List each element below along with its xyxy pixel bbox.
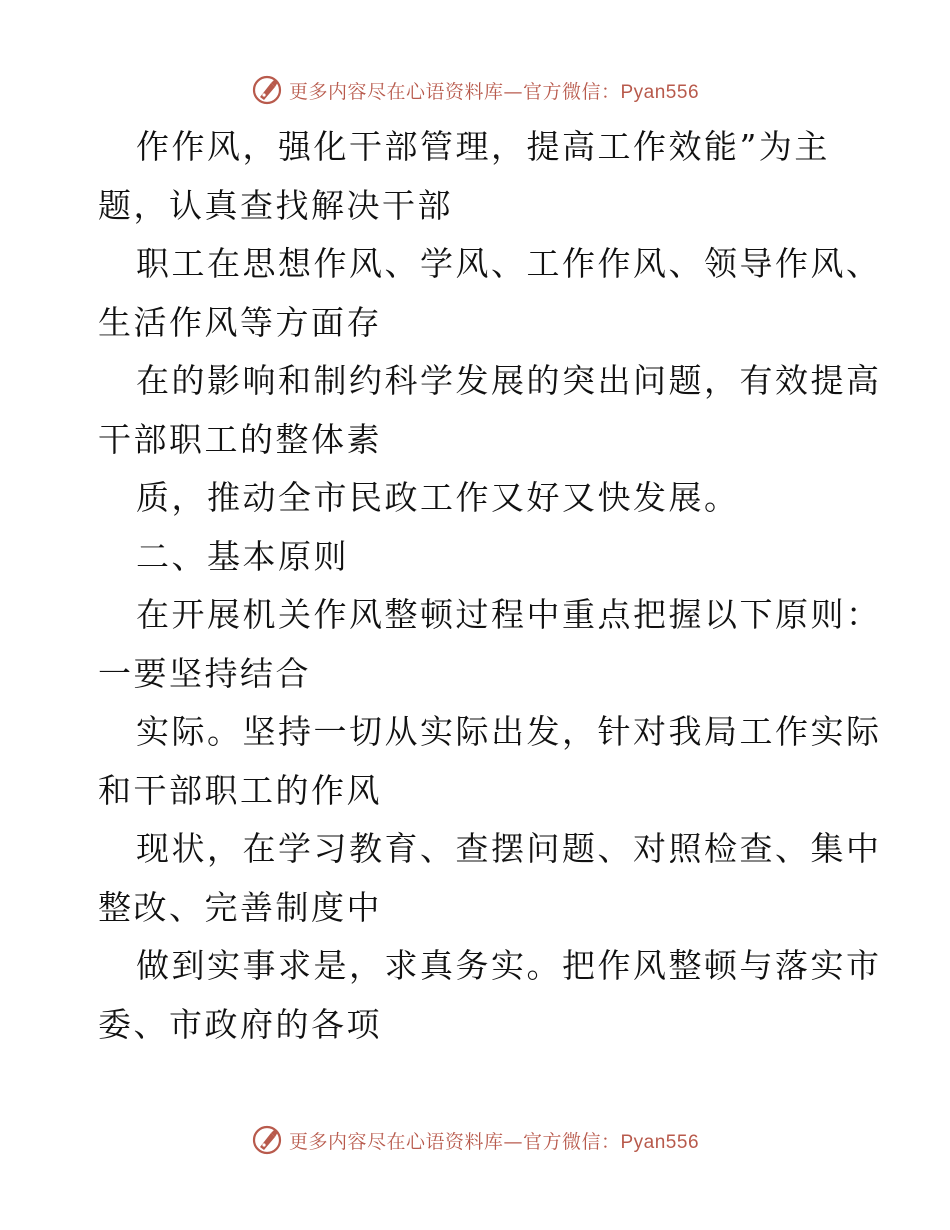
body-line: 整改、完善制度中 xyxy=(98,887,382,927)
footer-banner xyxy=(0,1120,950,1160)
body-line: 一要坚持结合 xyxy=(98,653,311,693)
header-banner-text: 更多内容尽在心语资料库—官方微信：Pyan556 xyxy=(288,80,700,103)
body-line: 和干部职工的作风 xyxy=(98,770,382,810)
body-line: 题，认真查找解决干部 xyxy=(98,185,453,225)
header-wechat-id: Pyan556 xyxy=(620,81,700,103)
section-heading: 二、基本原则 xyxy=(136,536,349,576)
document-body xyxy=(98,118,882,1054)
body-line: 职工在思想作风、学风、工作作风、领导作风、 xyxy=(136,244,882,283)
pen-nib-logo-icon xyxy=(251,74,283,106)
footer-banner-text: 更多内容尽在心语资料库—官方微信：Pyan556 xyxy=(288,1130,700,1153)
body-line: 在开展机关作风整顿过程中重点把握以下原则： xyxy=(136,595,882,634)
body-line: 干部职工的整体素 xyxy=(98,419,382,459)
body-line: 实际。坚持一切从实际出发，针对我局工作实际 xyxy=(136,712,882,751)
body-line: 现状，在学习教育、查摆问题、对照检查、集中 xyxy=(136,829,882,868)
body-line: 在的影响和制约科学发展的突出问题，有效提高 xyxy=(136,361,882,400)
body-line: 委、市政府的各项 xyxy=(98,1004,382,1044)
pen-nib-logo-icon xyxy=(251,1124,283,1156)
footer-wechat-id: Pyan556 xyxy=(620,1131,700,1153)
body-line: 做到实事求是，求真务实。把作风整顿与落实市 xyxy=(136,946,882,985)
body-line: 生活作风等方面存 xyxy=(98,302,382,342)
body-line: 作作风，强化干部管理，提高工作效能”为主 xyxy=(136,127,830,166)
body-line: 质，推动全市民政工作又好又快发展。 xyxy=(136,478,740,517)
header-banner xyxy=(0,70,950,110)
